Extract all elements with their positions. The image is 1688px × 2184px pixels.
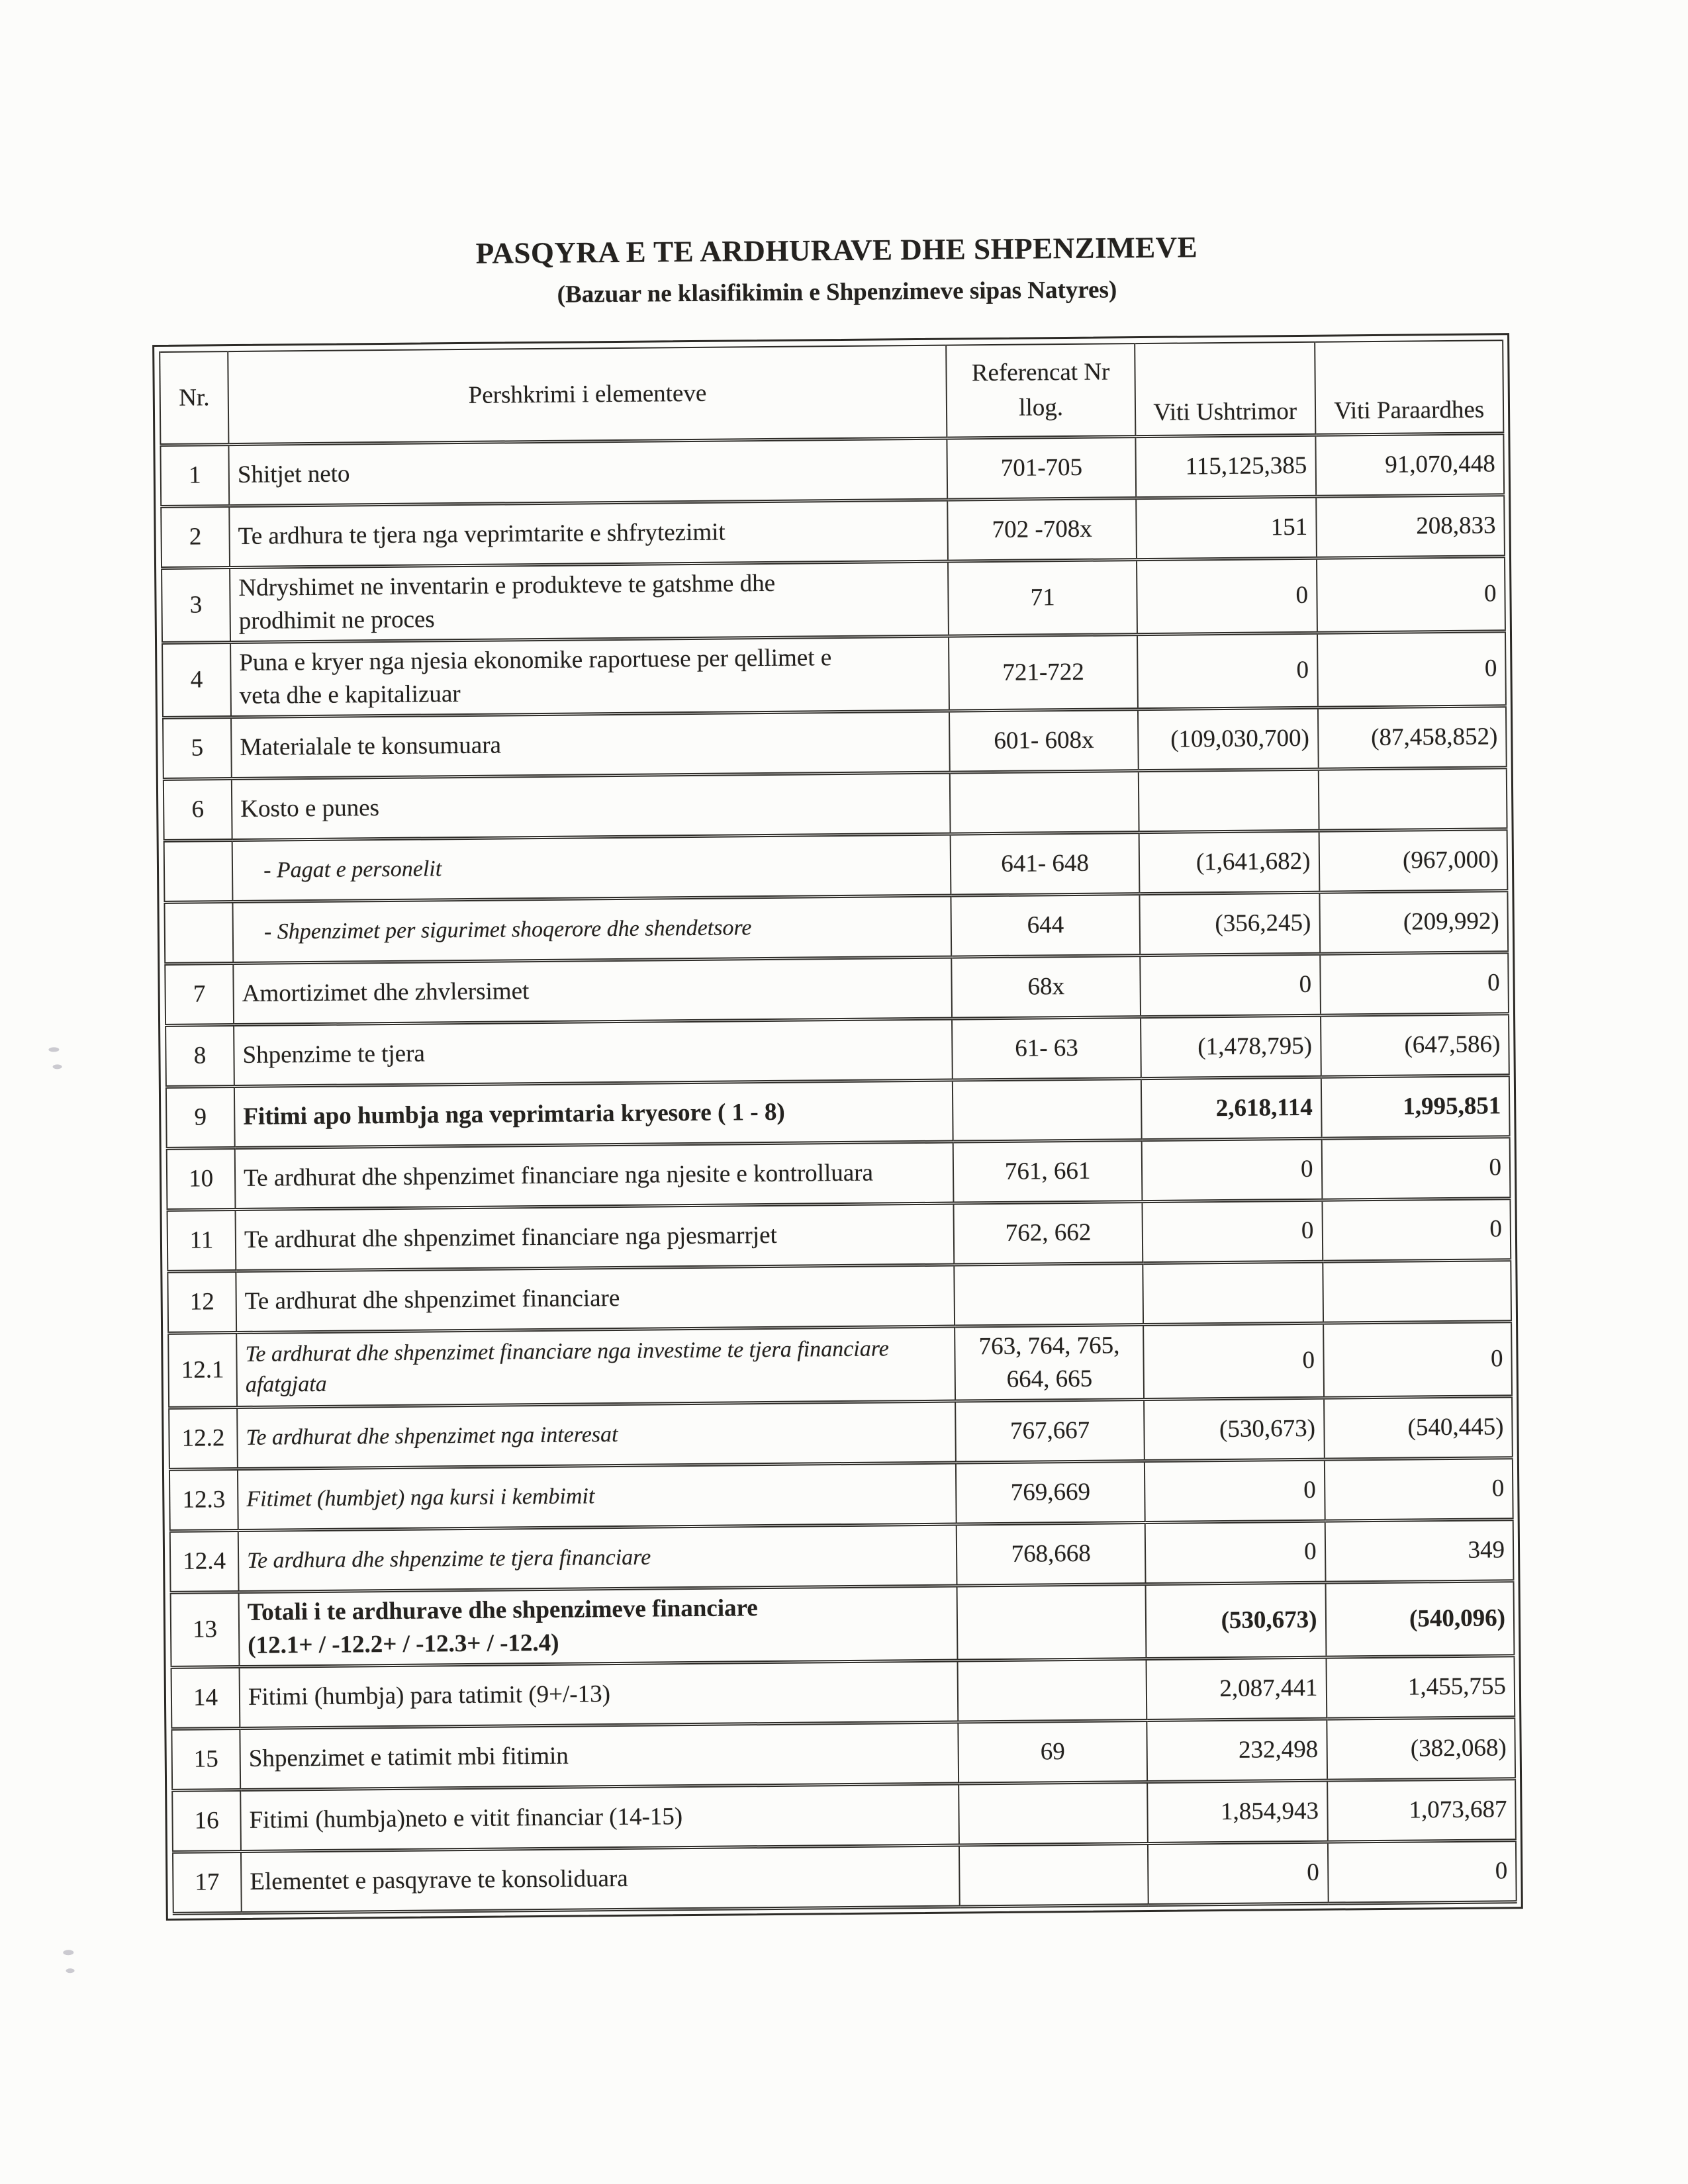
row-previous-year-cell: 0 [1322, 1198, 1511, 1261]
scan-speck [66, 1968, 75, 1973]
table-row [167, 1136, 1511, 1210]
row-reference-cell: 68x [952, 955, 1141, 1018]
row-reference-cell [959, 1843, 1148, 1906]
row-current-year-cell: 2,087,441 [1146, 1657, 1326, 1720]
table-row [165, 1013, 1509, 1087]
row-current-year-cell: (530,673) [1144, 1398, 1324, 1461]
statement-table-body [160, 433, 1516, 1913]
row-previous-year-cell: 0 [1320, 952, 1509, 1015]
table-row [165, 952, 1509, 1025]
row-nr-cell: 8 [165, 1024, 234, 1087]
row-reference-cell [959, 1782, 1148, 1844]
row-description-cell: Te ardhura te tjera nga veprimtarite e shfrytezimit [229, 500, 948, 567]
row-description-cell: Fitimet (humbjet) nga kursi i kembimit [238, 1463, 957, 1530]
row-description-cell: Amortizimet dhe zhvlersimet [233, 957, 952, 1024]
row-nr-cell: 5 [163, 717, 232, 779]
row-reference-cell [955, 1263, 1143, 1326]
row-previous-year-cell: (540,096) [1325, 1580, 1514, 1657]
row-previous-year-cell: (209,992) [1319, 890, 1508, 953]
row-current-year-cell: 0 [1137, 633, 1318, 709]
table-row [164, 829, 1508, 902]
row-nr-cell: 3 [162, 567, 230, 643]
row-nr-cell [164, 840, 233, 902]
row-current-year-cell: 115,125,385 [1135, 435, 1315, 498]
row-description-cell: Shpenzime te tjera [234, 1019, 953, 1086]
table-header-row [160, 340, 1503, 445]
document-header [0, 226, 1681, 314]
scan-speck [53, 1064, 62, 1069]
row-reference-cell: 702 -708x [948, 498, 1137, 561]
row-current-year-cell: 0 [1145, 1459, 1325, 1522]
row-description-cell: Kosto e punes [232, 772, 951, 840]
document-subtitle: (Bazuar ne klasifikimin e Shpenzimeve sipas Natyres) [557, 276, 1117, 308]
table-row [171, 1655, 1515, 1729]
row-nr-cell: 12.1 [168, 1332, 237, 1408]
table-row [161, 494, 1505, 568]
row-nr-cell: 12.3 [169, 1469, 238, 1531]
row-previous-year-cell: (540,445) [1324, 1396, 1513, 1459]
row-current-year-cell: 0 [1145, 1521, 1325, 1584]
row-current-year-cell: (530,673) [1145, 1582, 1326, 1659]
table-row [164, 890, 1508, 964]
row-current-year-cell: 1,854,943 [1147, 1780, 1327, 1843]
row-nr-cell: 13 [171, 1592, 240, 1667]
row-current-year-cell: 0 [1140, 954, 1320, 1017]
row-description-cell: Te ardhurat dhe shpenzimet financiare nga pjesmarrjet [236, 1203, 955, 1271]
row-nr-cell: 17 [173, 1851, 242, 1913]
row-reference-cell [953, 1078, 1141, 1141]
row-nr-cell: 6 [164, 778, 232, 841]
row-reference-cell: 61- 63 [952, 1017, 1141, 1079]
row-description-cell: Ndryshimet ne inventarin e produkteve te gatshme dhe prodhimit ne proces [230, 561, 949, 642]
row-current-year-cell [1139, 769, 1319, 832]
table-row [166, 1075, 1510, 1148]
row-reference-cell: 71 [948, 559, 1137, 635]
row-previous-year-cell: 349 [1325, 1519, 1513, 1582]
table-row [169, 1457, 1513, 1531]
row-nr-cell: 15 [171, 1728, 240, 1790]
row-reference-cell: 641- 648 [951, 832, 1139, 895]
row-description-cell: Totali i te ardhurave dhe shpenzimeve financiare (12.1+ / -12.2+ / -12.3+ / -12.4) [239, 1586, 958, 1666]
table-row [170, 1519, 1514, 1592]
row-description-cell: Te ardhura dhe shpenzime te tjera financiare [238, 1524, 957, 1592]
header-previous-year: Viti Paraardhes [1315, 340, 1504, 434]
row-reference-cell: 721-722 [949, 634, 1137, 710]
row-reference-cell: 644 [951, 893, 1140, 956]
row-reference-cell: 763, 764, 765, 664, 665 [955, 1324, 1143, 1400]
row-reference-cell: 601- 608x [949, 709, 1138, 772]
row-description-cell: Te ardhurat dhe shpenzimet financiare nga njesite e kontrolluara [235, 1142, 954, 1209]
row-nr-cell: 1 [160, 444, 229, 506]
row-description-cell: Shpenzimet e tatimit mbi fitimin [240, 1722, 959, 1790]
row-reference-cell: 69 [959, 1720, 1147, 1783]
row-reference-cell: 761, 661 [953, 1140, 1142, 1203]
row-current-year-cell: 0 [1148, 1842, 1328, 1905]
row-nr-cell: 16 [172, 1790, 241, 1852]
row-description-cell: Puna e kryer nga njesia ekonomike raportuese per qellimet e veta dhe e kapitalizuar [230, 636, 949, 717]
row-current-year-cell: (356,245) [1139, 892, 1319, 955]
table-row [162, 556, 1505, 643]
row-current-year-cell: 0 [1143, 1323, 1324, 1399]
table-row [167, 1198, 1511, 1271]
row-current-year-cell: (1,641,682) [1139, 831, 1319, 893]
row-previous-year-cell: 1,455,755 [1326, 1655, 1515, 1718]
header-current-year: Viti Ushtrimor [1135, 342, 1315, 436]
header-nr: Nr. [160, 351, 228, 445]
row-previous-year-cell: (87,458,852) [1317, 705, 1506, 768]
row-current-year-cell: (1,478,795) [1141, 1015, 1321, 1078]
table-row [164, 767, 1507, 841]
table-row [171, 1717, 1515, 1790]
row-previous-year-cell: (382,068) [1327, 1717, 1515, 1780]
row-nr-cell: 9 [166, 1086, 235, 1148]
table-header [160, 340, 1503, 445]
table-row [162, 631, 1506, 717]
row-nr-cell: 12.4 [170, 1530, 239, 1592]
row-nr-cell: 7 [165, 963, 234, 1025]
row-previous-year-cell: 1,073,687 [1327, 1778, 1516, 1841]
row-nr-cell: 11 [167, 1209, 236, 1271]
header-reference [947, 343, 1136, 437]
document-title: PASQYRA E TE ARDHURAVE DHE SHPENZIMEVE [475, 230, 1198, 270]
table-row [167, 1259, 1511, 1333]
row-previous-year-cell: (967,000) [1319, 829, 1507, 891]
row-reference-cell: 767,667 [955, 1399, 1144, 1462]
row-previous-year-cell: 0 [1317, 631, 1505, 707]
row-description-cell: - Pagat e personelit [232, 834, 951, 901]
row-description-cell: Fitimi (humbja)neto e vitit financiar (14-15) [240, 1784, 959, 1851]
row-current-year-cell [1143, 1261, 1323, 1324]
row-nr-cell: 4 [162, 642, 231, 717]
row-nr-cell: 2 [161, 506, 230, 568]
row-description-cell: Fitimi apo humbja nga veprimtaria kryesore ( 1 - 8) [234, 1080, 953, 1148]
header-description: Pershkrimi i elementeve [228, 345, 947, 444]
row-description-cell: Shitjet neto [228, 438, 947, 506]
row-nr-cell: 12 [167, 1271, 236, 1333]
row-previous-year-cell: 0 [1327, 1840, 1516, 1903]
row-current-year-cell: 0 [1142, 1200, 1322, 1263]
row-reference-cell: 768,668 [957, 1522, 1145, 1585]
row-nr-cell: 10 [167, 1148, 236, 1210]
row-previous-year-cell: 0 [1316, 556, 1505, 632]
row-nr-cell: 12.2 [169, 1407, 238, 1469]
header-reference-line1: Referencat Nr [971, 358, 1110, 387]
row-description-cell: Te ardhurat dhe shpenzimet financiare [236, 1265, 955, 1332]
header-reference-line2: llog. [1019, 394, 1064, 422]
row-previous-year-cell [1323, 1259, 1511, 1322]
row-reference-cell: 701-705 [947, 436, 1136, 499]
row-reference-cell [957, 1584, 1146, 1660]
row-current-year-cell: 2,618,114 [1141, 1077, 1321, 1140]
table-row [168, 1321, 1512, 1408]
row-description-cell: Materialale te konsumuara [231, 711, 950, 778]
row-reference-cell: 762, 662 [954, 1201, 1143, 1264]
table-row [173, 1840, 1517, 1913]
row-previous-year-cell: 0 [1324, 1457, 1513, 1520]
row-current-year-cell: 0 [1137, 558, 1317, 634]
scan-speck [63, 1950, 73, 1955]
row-previous-year-cell: 1,995,851 [1321, 1075, 1509, 1138]
row-description-cell: Te ardhurat dhe shpenzimet financiare nga investime te tjera financiare afatgjata [236, 1326, 955, 1407]
row-previous-year-cell: 208,833 [1316, 494, 1505, 557]
table-row [169, 1396, 1513, 1469]
row-previous-year-cell: 0 [1323, 1321, 1512, 1397]
row-reference-cell [950, 770, 1139, 833]
income-statement-table [159, 340, 1517, 1915]
row-description-cell: - Shpenzimet per sigurimet shoqerore dhe shendetsore [233, 895, 952, 963]
table-row [163, 705, 1507, 779]
row-nr-cell [164, 901, 233, 964]
table-row [171, 1580, 1515, 1667]
row-previous-year-cell [1318, 767, 1507, 830]
table-row [160, 433, 1504, 506]
row-reference-cell: 769,669 [956, 1461, 1145, 1524]
row-reference-cell [958, 1659, 1147, 1721]
row-description-cell: Fitimi (humbja) para tatimit (9+/-13) [240, 1661, 959, 1728]
row-previous-year-cell: 0 [1321, 1136, 1510, 1199]
row-description-cell: Te ardhurat dhe shpenzimet nga interesat [237, 1401, 956, 1469]
row-description-cell: Elementet e pasqyrave te konsoliduara [241, 1845, 960, 1913]
row-current-year-cell: 232,498 [1147, 1719, 1327, 1782]
row-nr-cell: 14 [171, 1666, 240, 1729]
statement-table-frame [152, 333, 1523, 1920]
table-row [172, 1778, 1516, 1852]
row-previous-year-cell: 91,070,448 [1315, 433, 1504, 496]
row-current-year-cell: 0 [1141, 1138, 1321, 1201]
row-previous-year-cell: (647,586) [1321, 1013, 1509, 1076]
scan-speck [48, 1047, 59, 1052]
row-current-year-cell: 151 [1136, 496, 1316, 559]
row-current-year-cell: (109,030,700) [1138, 707, 1318, 770]
